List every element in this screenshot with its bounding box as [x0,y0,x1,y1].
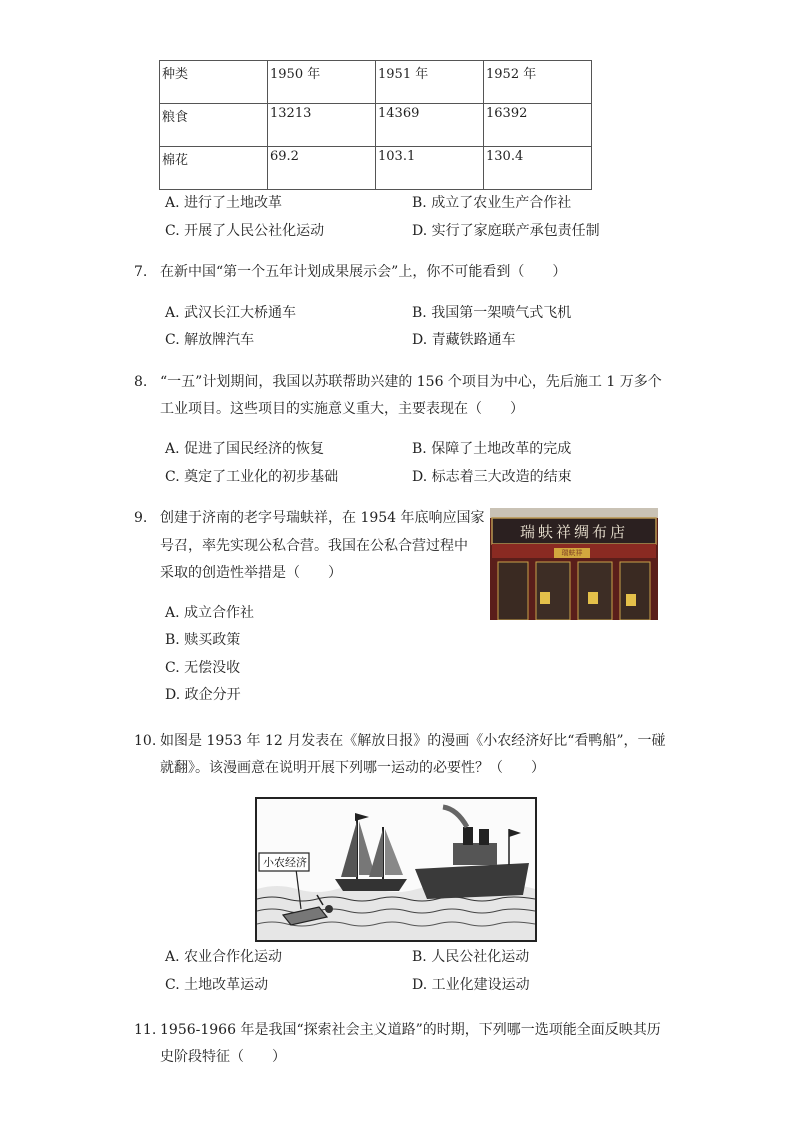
option-text: 武汉长江大桥通车 [184,305,297,321]
option-text: 进行了土地改革 [184,195,283,211]
option-key: D. [412,223,428,239]
q9-option-c[interactable] [165,658,240,678]
table-cell: 14369 [376,104,484,147]
option-key: B. [412,195,427,211]
option-key: B. [412,949,427,965]
q8-stem-line2: 工业项目。这些项目的实施意义重大，主要表现在（ ） [160,401,524,417]
option-key: B. [412,305,427,321]
table-row [160,147,592,190]
store-sub-sign: 瑞蚨祥 [561,549,583,557]
option-key: A. [165,949,180,965]
q10-option-d[interactable] [412,975,530,995]
option-text: 成立合作社 [184,605,255,621]
option-text: 人民公社化运动 [431,949,530,965]
q8-option-d[interactable] [412,467,572,487]
q10-stem-line1: 如图是 1953 年 12 月发表在《解放日报》的漫画《小农经济好比“看鸭船”，一碰 [160,733,666,749]
table-cell: 103.1 [376,147,484,190]
q6-option-a[interactable] [165,193,282,213]
table-header-cell: 1952 年 [484,61,592,104]
q8-option-c[interactable] [165,467,338,487]
option-text: 促进了国民经济的恢复 [184,441,325,457]
table-cell: 130.4 [484,147,592,190]
store-sign: 瑞蚨祥绸布店 [519,523,628,541]
option-text: 实行了家庭联产承包责任制 [431,223,600,239]
q10-stem-line2: 就翻》。该漫画意在说明开展下列哪一运动的必要性？（ ） [160,760,545,776]
q7-option-c[interactable] [165,330,254,350]
option-key: D. [412,469,428,485]
option-key: A. [165,441,180,457]
q10-number: 10. [134,733,157,749]
q11-number: 11. [134,1022,157,1038]
option-text: 标志着三大改造的结束 [431,469,572,485]
q7-option-d[interactable] [412,330,516,350]
option-key: C. [165,469,180,485]
option-key: D. [412,332,428,348]
option-text: 农业合作化运动 [184,949,283,965]
q8-option-b[interactable] [412,439,571,459]
option-text: 保障了土地改革的完成 [431,441,572,457]
option-text: 土地改革运动 [184,977,269,993]
q9-stem-line1: 创建于济南的老字号瑞蚨祥，在 1954 年底响应国家 [160,510,485,526]
q11-stem-line1: 1956-1966 年是我国“探索社会主义道路”的时期，下列哪一选项能全面反映其历 [160,1022,661,1038]
option-key: C. [165,223,180,239]
option-text: 赎买政策 [184,632,241,648]
q8-option-a[interactable] [165,439,324,459]
option-key: D. [165,687,181,703]
option-key: C. [165,977,180,993]
q7-option-a[interactable] [165,303,296,323]
ruifuxiang-storefront-photo [490,508,658,620]
option-key: B. [165,632,180,648]
table-header-cell: 种类 [160,61,268,104]
q7-option-b[interactable] [412,303,571,323]
option-text: 奠定了工业化的初步基础 [184,469,339,485]
q9-option-a[interactable] [165,603,254,623]
q9-stem-line3: 采取的创造性举措是（ ） [160,565,342,581]
table-cell: 16392 [484,104,592,147]
option-key: B. [412,441,427,457]
option-text: 成立了农业生产合作社 [431,195,572,211]
q11-stem-line2: 史阶段特征（ ） [160,1049,286,1065]
option-text: 解放牌汽车 [184,332,255,348]
q10-option-b[interactable] [412,947,529,967]
q6-option-d[interactable] [412,221,600,241]
q6-option-b[interactable] [412,193,571,213]
q10-option-a[interactable] [165,947,282,967]
option-text: 政企分开 [184,687,241,703]
table-header-cell: 1950 年 [268,61,376,104]
option-text: 开展了人民公社化运动 [184,223,325,239]
q9-option-d[interactable] [165,685,241,705]
cartoon-illustration [255,797,537,942]
cartoon-label: 小农经济 [263,856,307,869]
q8-stem-line1: “一五”计划期间，我国以苏联帮助兴建的 156 个项目为中心，先后施工 1 万多个 [160,374,662,390]
q9-stem-line2: 号召，率先实现公私合营。我国在公私合营过程中 [160,538,468,554]
q6-option-c[interactable] [165,221,324,241]
data-table [159,60,592,190]
q8-number: 8. [134,374,148,390]
table-cell: 粮食 [160,104,268,147]
q10-option-c[interactable] [165,975,268,995]
table-cell: 69.2 [268,147,376,190]
option-text: 青藏铁路通车 [431,332,516,348]
table-header-row [160,61,592,104]
q9-number: 9. [134,510,148,526]
table-cell: 棉花 [160,147,268,190]
q9-option-b[interactable] [165,630,240,650]
table-header-cell: 1951 年 [376,61,484,104]
table-row [160,104,592,147]
q7-stem: 在新中国“第一个五年计划成果展示会”上，你不可能看到（ ） [160,264,567,280]
table-cell: 13213 [268,104,376,147]
option-text: 我国第一架喷气式飞机 [431,305,572,321]
option-key: A. [165,195,180,211]
option-text: 工业化建设运动 [431,977,530,993]
option-key: A. [165,305,180,321]
option-text: 无偿没收 [184,660,241,676]
option-key: A. [165,605,180,621]
option-key: D. [412,977,428,993]
q7-number: 7. [134,264,148,280]
option-key: C. [165,332,180,348]
option-key: C. [165,660,180,676]
